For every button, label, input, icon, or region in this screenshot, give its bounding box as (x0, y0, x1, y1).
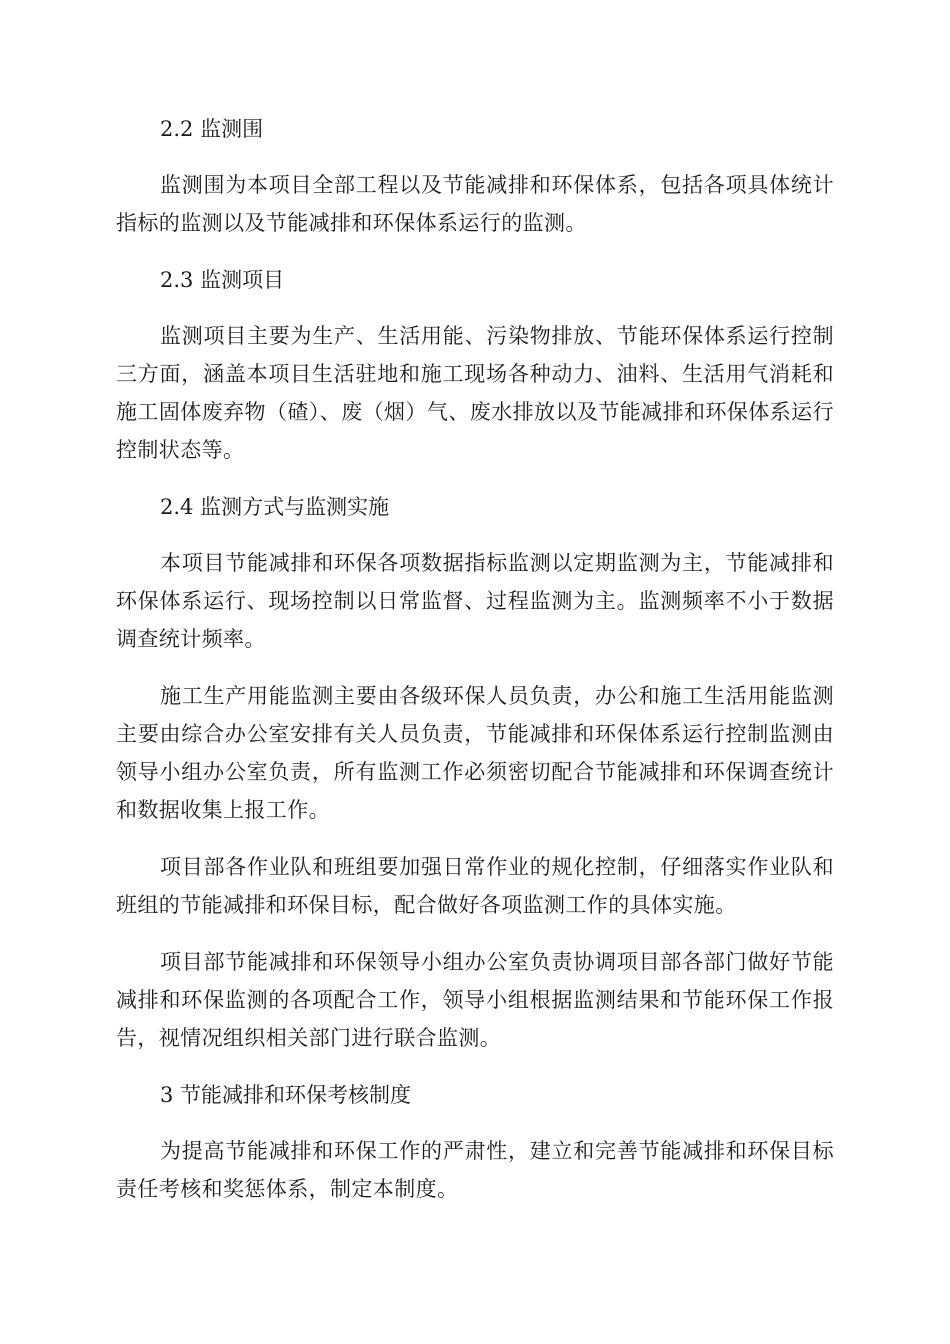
paragraph-monitoring-method: 本项目节能减排和环保各项数据指标监测以定期监测为主，节能减排和环保体系运行、现场控制以日常监督、过程监测为主。监测频率不小于数据调查统计频率。 (116, 551, 834, 651)
paragraph-office-coordination: 项目部节能减排和环保领导小组办公室负责协调项目部各部门做好节能减排和环保监测的各项配合工作，领导小组根据监测结果和节能环保工作报告，视情况组织相关部门进行联合监测。 (116, 950, 834, 1050)
section-heading-2-2: 2.2 监测围 (160, 117, 264, 141)
paragraph-monitoring-scope: 监测围为本项目全部工程以及节能减排和环保体系，包括各项具体统计指标的监测以及节能减排和环保体系运行的监测。 (116, 173, 834, 235)
document-body (116, 110, 834, 1227)
paragraph-team-control: 项目部各作业队和班组要加强日常作业的规化控制，仔细落实作业队和班组的节能减排和环保目标，配合做好各项监测工作的具体实施。 (116, 855, 834, 917)
section-heading-2-3: 2.3 监测项目 (160, 268, 285, 292)
section-heading-3: 3 节能减排和环保考核制度 (160, 1083, 412, 1107)
paragraph-monitoring-items: 监测项目主要为生产、生活用能、污染物排放、节能环保体系运行控制三方面，涵盖本项目生活驻地和施工现场各种动力、油料、生活用气消耗和施工固体废弃物（碴）、废（烟）气、废水排放以及节能减排和环保体系运行控制状态等。 (116, 324, 834, 462)
section-heading-2-4: 2.4 监测方式与监测实施 (160, 495, 390, 519)
paragraph-monitoring-responsibility: 施工生产用能监测主要由各级环保人员负责，办公和施工生活用能监测主要由综合办公室安排有关人员负责，节能减排和环保体系运行控制监测由领导小组办公室负责，所有监测工作必须密切配合节能减排和环保调查统计和数据收集上报工作。 (116, 684, 834, 822)
paragraph-assessment-system: 为提高节能减排和环保工作的严肃性，建立和完善节能减排和环保目标责任考核和奖惩体系，制定本制度。 (116, 1139, 834, 1201)
